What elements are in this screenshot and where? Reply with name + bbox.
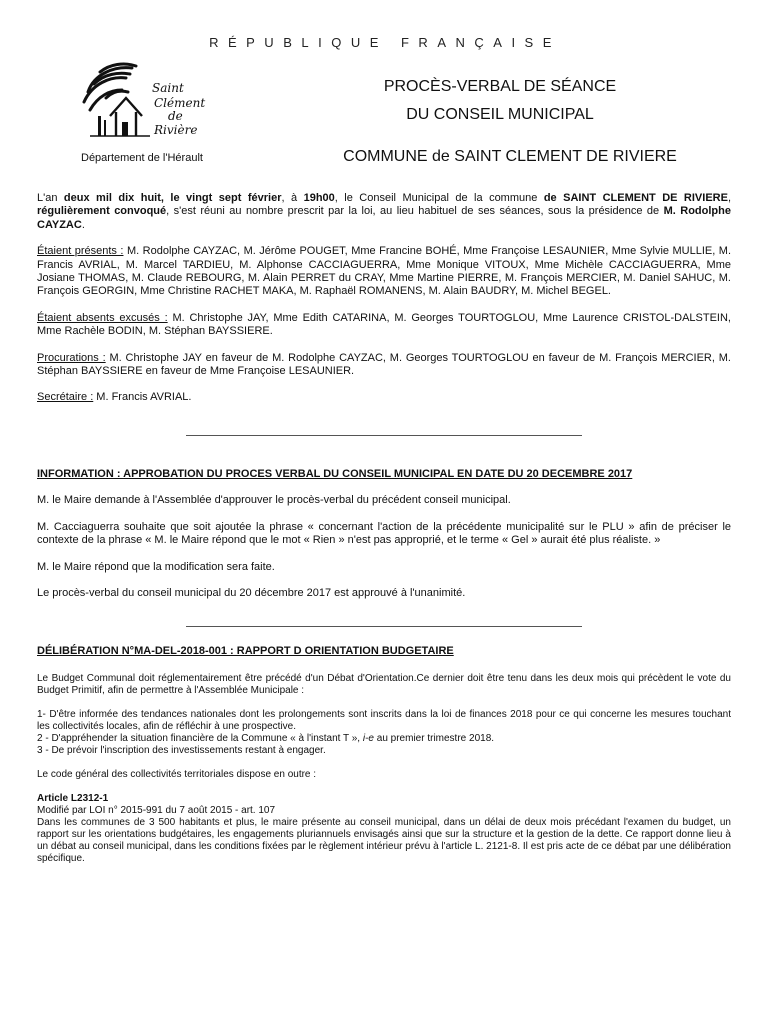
commune-title: COMMUNE de SAINT CLEMENT DE RIVIERE [343,148,677,165]
intro-paragraph: L'an deux mil dix huit, le vingt sept février, à 19h00, le Conseil Municipal de la commune de SAINT CLEMENT DE RIVIERE, régulièrement convoqué, s'est réuni au nombre prescrit par la loi, au lieu habituel de ses séances, sous la présidence de M. Rodolphe CAYZAC. [37,192,731,231]
republic-header: RÉPUBLIQUE FRANÇAISE [209,35,561,50]
section1-p3: M. le Maire répond que la modification sera faite. [37,560,275,573]
section2-list-item-2: 2 - D'appréhender la situation financière de la Commune « à l'instant T », i-e au premier trimestre 2018. [37,732,495,744]
section2-p2: Le code général des collectivités territoriales dispose en outre : [37,768,317,780]
section2-list-item-1: 1- D'être informée des tendances nationales dont les prolongements sont inscrits dans la loi de finances 2018 pour ce qui concerne les mesures touchant les collectivités locales, afin de réfléchir à une prospective. [37,708,731,732]
title-line-2: DU CONSEIL MUNICIPAL [406,106,594,123]
section1-p2: M. Cacciaguerra souhaite que soit ajoutée la phrase « concernant l'action de la précédente municipalité sur le PLU » afin de préciser le contexte de la phrase « M. le Maire répond que le mot « Rien » n'est pas approprié, et le terme « Gel » aurait été plus réaliste. » [37,520,731,547]
section1-heading: INFORMATION : APPROBATION DU PROCES VERBAL DU CONSEIL MUNICIPAL EN DATE DU 20 DECEMBRE 2017 [37,467,633,480]
absent-paragraph: Étaient absents excusés : M. Christophe JAY, Mme Edith CATARINA, M. Georges TOURTOGLOU, Mme Laurence CRISTOL-DALSTEIN, Mme Rachèle BODIN, M. Stéphan BAYSSIERE. [37,311,731,338]
section2-heading: DÉLIBÉRATION N°MA-DEL-2018-001 : RAPPORT D ORIENTATION BUDGETAIRE [37,645,454,658]
logo-text-3: de [168,109,183,123]
present-paragraph: Étaient présents : M. Rodolphe CAYZAC, M. Jérôme POUGET, Mme Francine BOHÉ, Mme Françoise LESAUNIER, Mme Sylvie MULLIE, M. Francis AVRIAL, M. Marcel TARDIEU, M. Alphonse CACCIAGUERRA, Mme Monique VITOUX, Mme Michèle CACCIAGUERRA, Mme Josiane THOMAS, M. Claude REBOURG, M. Alain PERRET du CRAY, Mme Martine PIERRE, M. François MERCIER, M. Daniel SAHUC, M. François GEORGIN, Mme Christine RACHET MAKA, M. Raphaël ROMANENS, M. Alain BAUDRY, M. Michel BEGEL. [37,245,732,298]
present-label: Étaient présents : [37,245,124,258]
title-line-1: PROCÈS-VERBAL DE SÉANCE [383,78,617,95]
logo-text-4: Rivière [154,123,198,137]
proxies-paragraph: Procurations : M. Christophe JAY en faveur de M. Rodolphe CAYZAC, M. Georges TOURTOGLOU en faveur de M. François MERCIER, M. Stéphan BAYSSIERE en faveur de Mme Françoise LESAUNIER. [37,351,731,378]
logo-text-2: Clément [154,96,206,110]
absent-label: Étaient absents excusés : [37,311,168,324]
commune-logo [80,62,230,140]
article-modification: Modifié par LOI n° 2015-991 du 7 août 2015 - art. 107 [37,804,276,816]
proxies-label: Procurations : [37,351,106,364]
article-text: Dans les communes de 3 500 habitants et plus, le maire présente au conseil municipal, dans un délai de deux mois précédant l'examen du budget, un rapport sur les orientations budgétaires, les engagements pluriannuels envisagés ainsi que sur la structure et la gestion de la dette. Ce rapport donne lieu à un débat au conseil municipal, dans les conditions fixées par le règlement intérieur prévu à l'article L. 2121-8. Il est pris acte de ce débat par une délibération spécifique. [37,816,731,864]
department-label: Département de l'Hérault [81,152,203,164]
secretary-label: Secrétaire : [37,391,94,404]
section1-p4: Le procès-verbal du conseil municipal du 20 décembre 2017 est approuvé à l'unanimité. [37,586,466,599]
logo-text-1: Saint [152,81,184,95]
document-body [37,192,731,865]
article-title: Article L2312-1 [37,792,109,804]
section2-p1: Le Budget Communal doit réglementairement être précédé d'un Débat d'Orientation.Ce dernier doit être tenu dans les deux mois qui précèdent le vote du Budget Primitif, afin de permettre à l'Assemblée Municipale : [37,672,731,696]
secretary-paragraph: Secrétaire : M. Francis AVRIAL. [37,391,192,404]
section2-list-item-3: 3 - De prévoir l'inscription des investissements restant à engager. [37,744,326,756]
section1-p1: M. le Maire demande à l'Assemblée d'approuver le procès-verbal du précédent conseil municipal. [37,494,511,507]
